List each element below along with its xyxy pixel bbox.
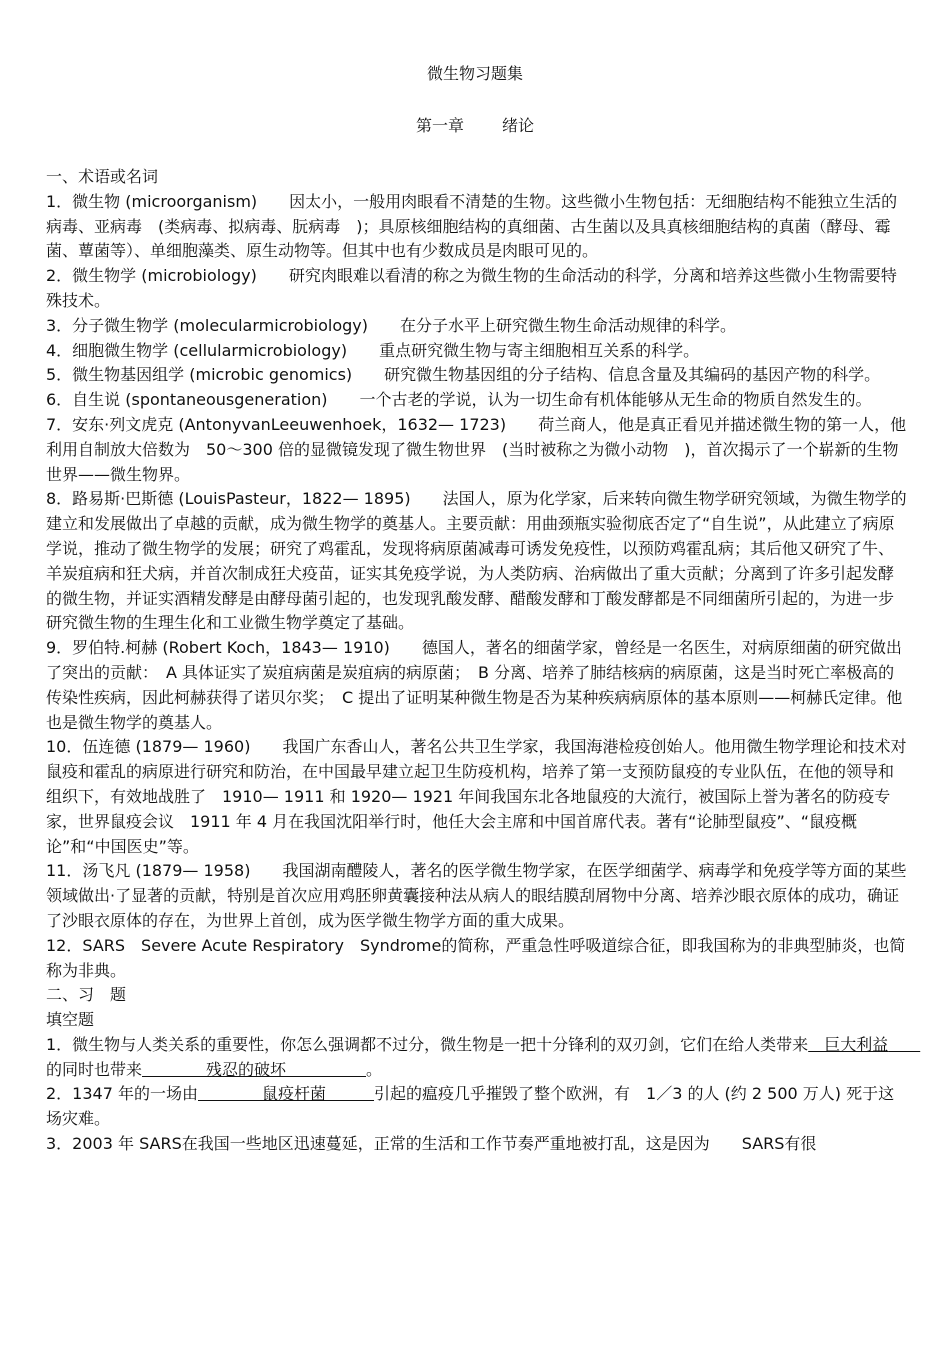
term-entry: 6．自生说 (spontaneousgeneration) 一个古老的学说，认为一切生命有机体能够从无生命的物质自然发生的。 <box>46 390 872 410</box>
section-heading-terms: 一、术语或名词 <box>46 167 159 186</box>
question-3: 3．2003 年 SARS在我国一些地区迅速蔓延，正常的生活和工作节奏严重地被打乱，这是因为 SARS有很 <box>46 1134 817 1154</box>
question-text: 引起的瘟疫几乎摧毁了整个欧洲，有 1／3 的人 (约 2 500 万人) 死于这场灾难。 <box>46 1084 895 1129</box>
question-text: 1．微生物与人类关系的重要性，你怎么强调都不过分，微生物是一把十分锋利的双刃剑，它们在给人类带来 <box>46 1034 809 1054</box>
term-entry: 5．微生物基因组学 (microbic genomics) 研究微生物基因组的分子结构、信息含量及其编码的基因产物的科学。 <box>46 365 881 385</box>
term-entry: 1．微生物 (microorganism) 因太小，一般用肉眼看不清楚的生物。这些微小生物包括：无细胞结构不能独立生活的病毒、亚病毒 (类病毒、拟病毒、朊病毒 )；具原核细胞结构的真细菌、古生菌以及具真核细胞结构的真菌（酵母、霉菌、蕈菌等）、单细胞藻类、原生动物等。但其中也有少数成员是肉眼可见的。 <box>46 191 898 261</box>
question-text: 。 <box>366 1059 383 1079</box>
document-body <box>46 165 921 1157</box>
term-entry: 4．细胞微生物学 (cellularmicrobiology) 重点研究微生物与寄主细胞相互关系的科学。 <box>46 340 700 360</box>
question-2 <box>46 1082 908 1132</box>
question-1 <box>46 1033 921 1083</box>
answer-blank: 巨大利益 <box>808 1034 921 1054</box>
answer-blank: 鼠疫杆菌 <box>198 1084 375 1104</box>
term-entry: 9．罗伯特.柯赫 (Robert Koch，1843— 1910) 德国人，著名的细菌学家，曾经是一名医生，对病原细菌的研究做出了突出的贡献： A 具体证实了炭疽病菌是炭疽病的病原菌； B 分离、培养了肺结核病的病原菌，这是当时死亡率极高的传染性疾病，因此柯赫获得了诺贝尔奖； C 提出了证明某种微生物是否为某种疾病病原体的基本原则——柯赫氏定律。他也是微生物学的奠基人。 <box>46 638 903 732</box>
chapter-heading <box>0 114 950 139</box>
term-entry: 10．伍连德 (1879— 1960) 我国广东香山人，著名公共卫生学家，我国海港检疫创始人。他用微生物学理论和技术对鼠疫和霍乱的病原进行研究和防治，在中国最早建立起卫生防疫机构，培养了第一支预防鼠疫的专业队伍，在他的领导和组织下，有效地战胜了 1910— 1911 和 1920— 1921 年间我国东北各地鼠疫的大流行，被国际上誉为著名的防疫专家，世界鼠疫会议 1911 年 4 月在我国沈阳举行时，他任大会主席和中国首席代表。著有“论肺型鼠疫”、“鼠疫概论”和“中国医史”等。 <box>46 737 907 856</box>
answer-blank: 残忍的破坏 <box>142 1059 367 1079</box>
question-text: 的同时也带来 <box>46 1059 143 1079</box>
term-entry: 2．微生物学 (microbiology) 研究肉眼难以看清的称之为微生物的生命活动的科学，分离和培养这些微小生物需要特殊技术。 <box>46 266 897 310</box>
chapter-label: 第一章 <box>415 116 464 135</box>
term-entry: 8．路易斯·巴斯德 (LouisPasteur，1822— 1895) 法国人，原为化学家，后来转向微生物学研究领域，为微生物学的建立和发展做出了卓越的贡献，成为微生物学的奠基人。主要贡献：用曲颈瓶实验彻底否定了“自生说”，从此建立了病原学说，推动了微生物学的发展；研究了鸡霍乱，发现将病原菌减毒可诱发免疫性，以预防鸡霍乱病；其后他又研究了牛、羊炭疽病和狂犬病，并首次制成狂犬疫苗，证实其免疫学说，为人类防病、治病做出了重大贡献；分离到了许多引起发酵的微生物，并证实酒精发酵是由酵母菌引起的，也发现乳酸发酵、醋酸发酵和丁酸发酵都是不同细菌所引起的，为进一步研究微生物的生理生化和工业微生物学奠定了基础。 <box>46 489 907 633</box>
question-text: 2．1347 年的一场由 <box>46 1084 198 1104</box>
term-entry: 3．分子微生物学 (molecularmicrobiology) 在分子水平上研究微生物生命活动规律的科学。 <box>46 315 736 335</box>
fill-in-heading: 填空题 <box>46 1010 95 1030</box>
term-entry: 11．汤飞凡 (1879— 1958) 我国湖南醴陵人，著名的医学微生物学家，在医学细菌学、病毒学和免疫学等方面的某些领域做出·了显著的贡献，特别是首次应用鸡胚卵黄囊接种法从病人的眼结膜刮屑物中分离、培养沙眼衣原体的成功，确证了沙眼衣原体的存在，为世界上首创，成为医学微生物学方面的重大成果。 <box>46 861 907 930</box>
term-entry: 12．SARS Severe Acute Respiratory Syndrome的简称，严重急性呼吸道综合征，即我国称为的非典型肺炎，也简称为非典。 <box>46 935 906 980</box>
document-title: 微生物习题集 <box>426 64 523 83</box>
chapter-name: 绪论 <box>502 116 535 135</box>
section-heading-exercises: 二、习 题 <box>46 985 127 1005</box>
term-entry: 7．安东·列文虎克 (AntonyvanLeeuwenhoek，1632— 1723) 荷兰商人，他是真正看见并描述微生物的第一人，他利用自制放大倍数为 50～300 倍的显微镜发现了微生物世界 (当时被称之为微小动物 )，首次揭示了一个崭新的生物世界——微生物界。 <box>46 414 907 484</box>
